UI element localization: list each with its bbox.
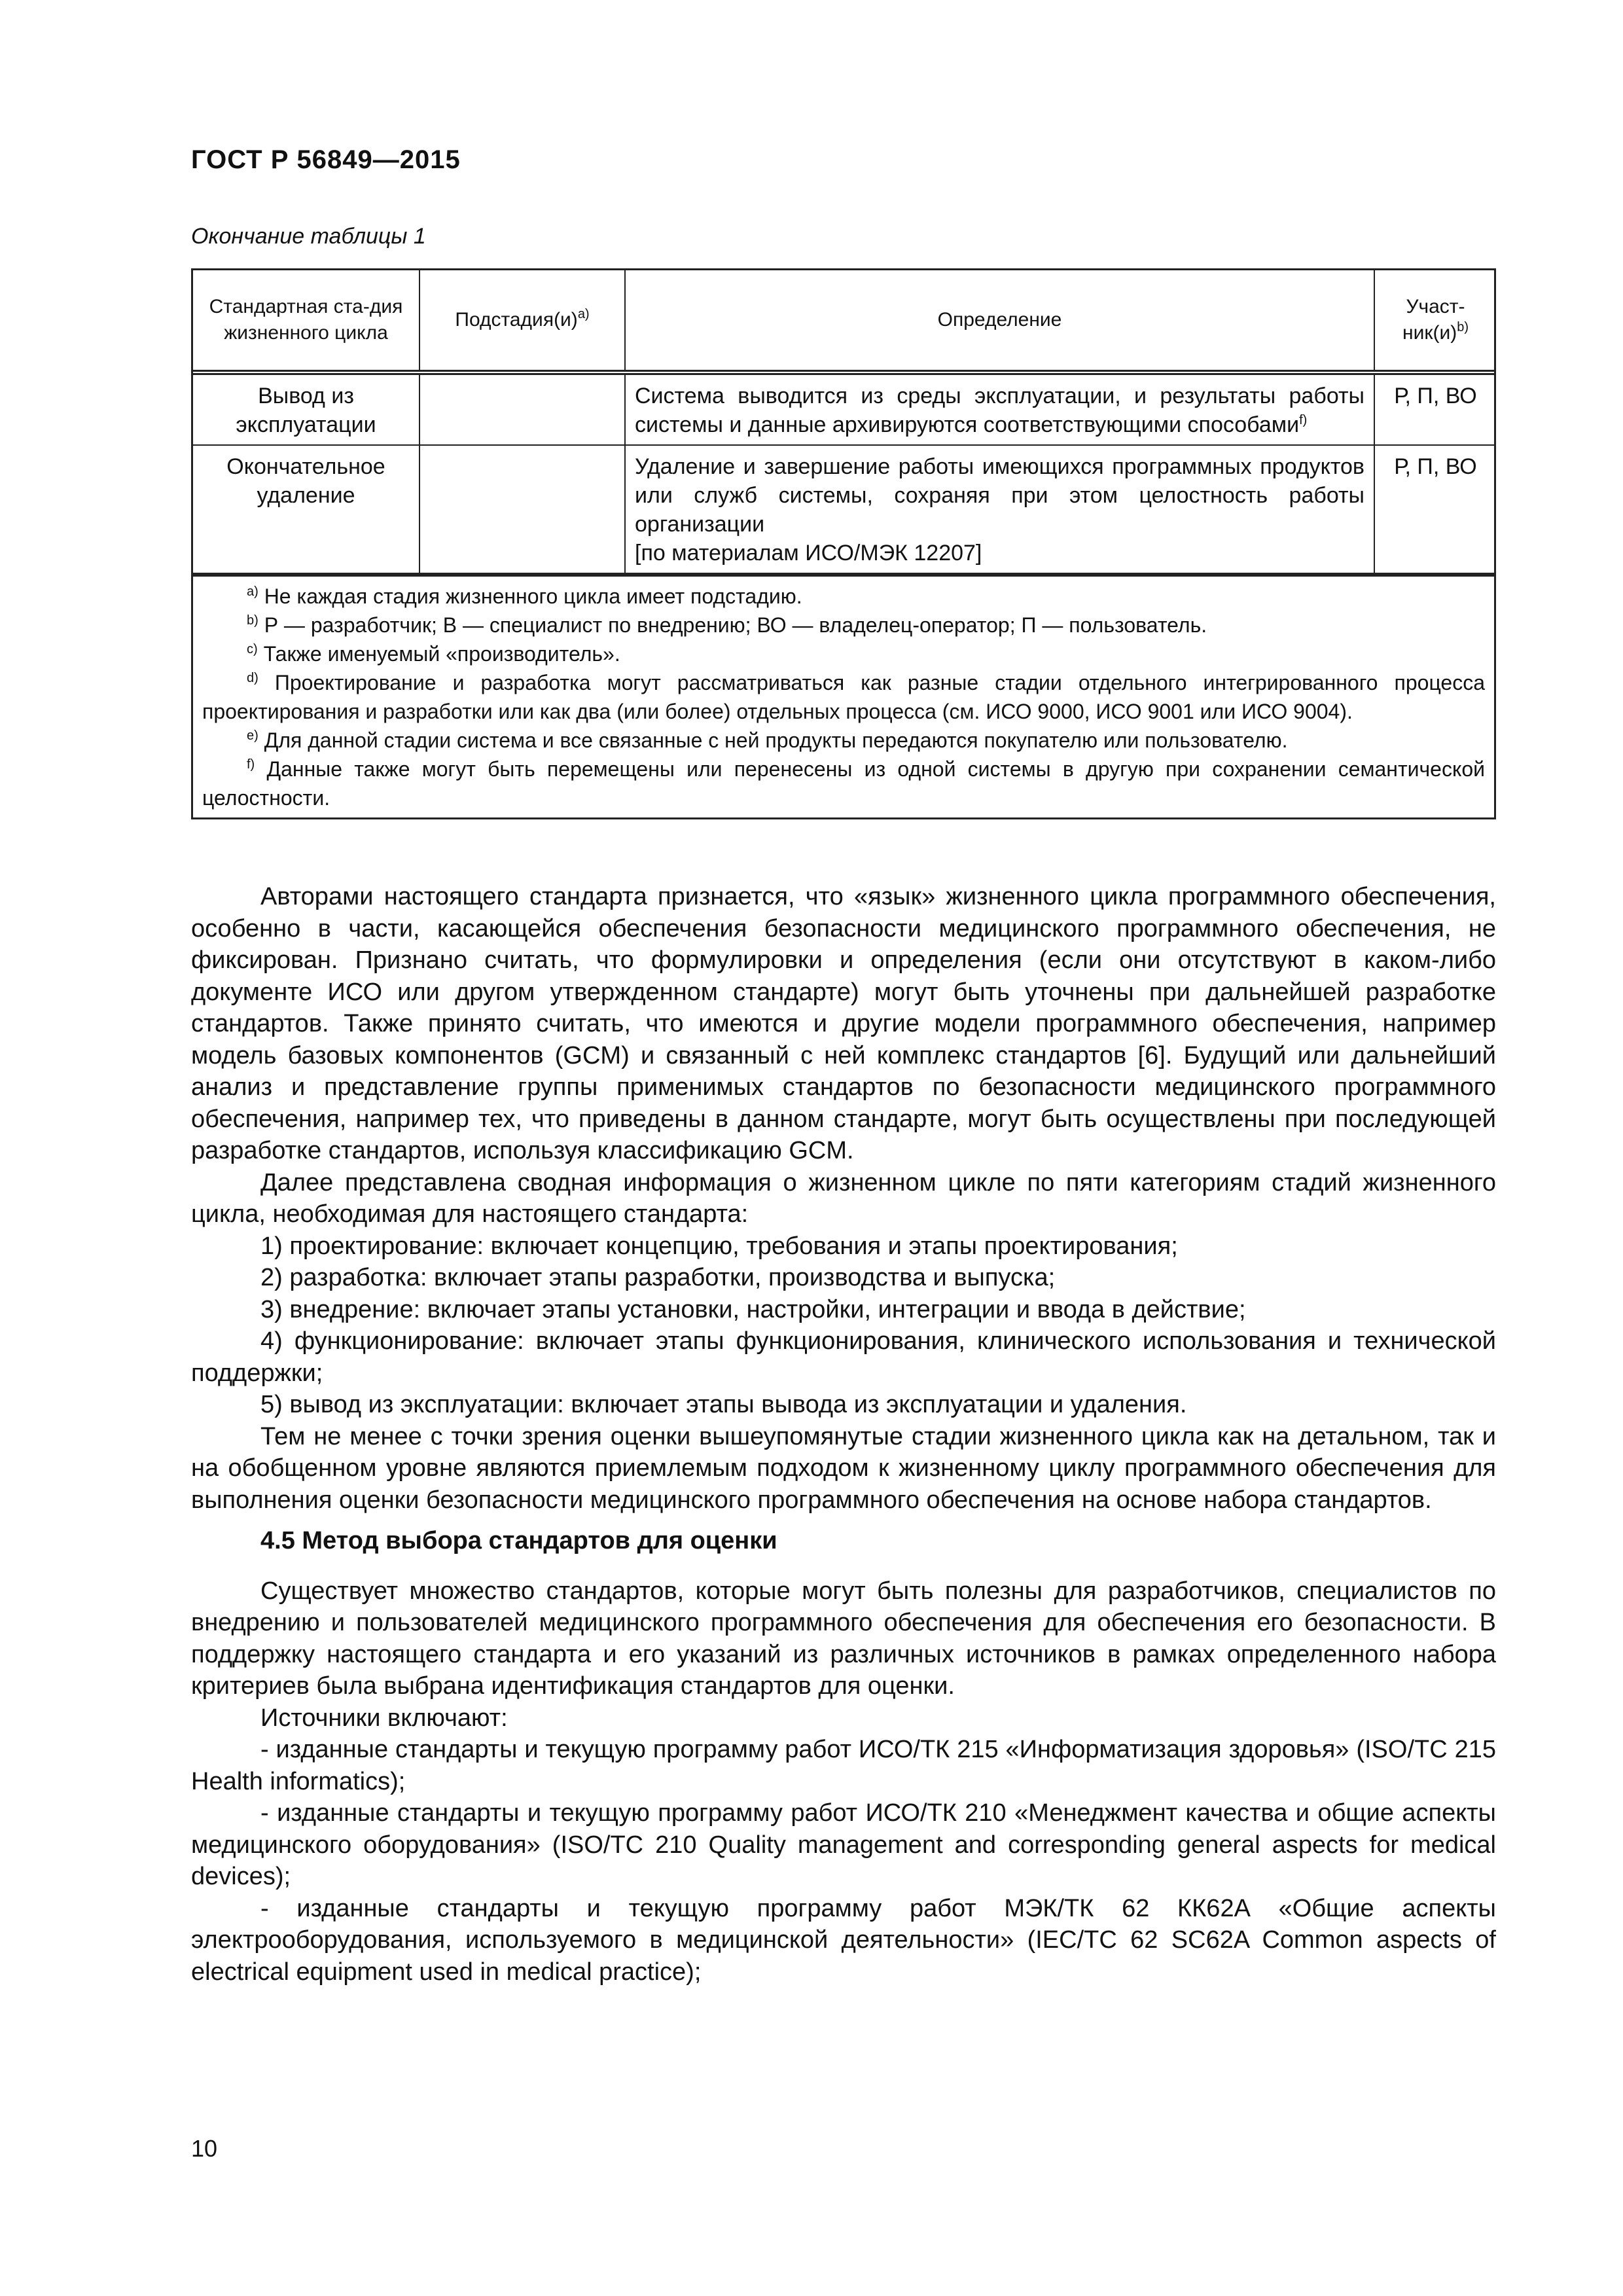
footnote-mark: d) [247,671,259,685]
list-item: 1) проектирование: включает концепцию, требования и этапы проектирования; [260,1232,1178,1260]
table-cell-stage: Вывод из эксплуатации [193,372,419,445]
footnote-text: Р — разработчик; В — специалист по внедрению; ВО — владелец-оператор; П — пользователь. [264,613,1207,637]
list-item: 2) разработка: включает этапы разработки, производства и выпуска; [260,1264,1056,1291]
table-row [193,445,1496,573]
footnote-mark: a) [247,584,259,599]
paragraph: Далее представлена сводная информация о жизненном цикле по пяти категориям стадий жизненного цикла, необходимая для настоящего стандарта: [191,1168,1496,1228]
footnote-mark: c) [247,642,258,656]
table-row [193,372,1496,445]
column-header-definition: Определение [625,270,1374,372]
list-item: 5) вывод из эксплуатации: включает этапы вывода из эксплуатации и удаления. [260,1391,1187,1418]
footnote-text: Также именуемый «производитель». [263,642,620,666]
footnote-text: Проектирование и разработка могут рассматриваться как разные стадии отдельного интегрированного процесса проектирования и разработки или как два (или более) отдельных процесса (см. ИСО 9000, ИСО 9001 или ИСО 9004). [202,671,1486,723]
footnote [202,611,1485,639]
section-title: 4.5 Метод выбора стандартов для оценки [260,1527,777,1554]
definition-text: Удаление и завершение работы имеющихся программных продуктов или служб системы, сохраняя при этом целостность работы организации [635,454,1364,537]
table-cell-definition [625,372,1374,445]
table-cell-participants: Р, П, ВО [1374,372,1496,445]
footnote-ref: a) [577,307,590,321]
table-cell-substage [419,445,625,573]
footnote-ref: b) [1457,320,1469,334]
column-header-participants-label: Участ-ник(и) [1402,296,1465,344]
table-cell-substage [419,372,625,445]
list-item: 3) внедрение: включает этапы установки, настройки, интеграции и ввода в действие; [260,1295,1246,1323]
paragraph: Тем не менее с точки зрения оценки вышеупомянутые стадии жизненного цикла как на детальном, так и на обобщенном уровне являются приемлемым подходом к жизненному циклу программного обеспечения для выполнения оценки безопасности медицинского программного обеспечения на основе набора стандартов. [191,1422,1496,1514]
column-header-substage [419,270,625,372]
lifecycle-table [191,268,1496,819]
paragraph: Авторами настоящего стандарта признается, что «язык» жизненного цикла программного обеспечения, особенно в части, касающейся обеспечения безопасности медицинского программного обеспечения, не фиксирован. Признано считать, что формулировки и определения (если они отсутствуют в каком-либо документе ИСО или другом утвержденном стандарте) могут быть уточнены при дальнейшей разработке стандартов. Также принято считать, что имеются и другие модели программного обеспечения, например модель базовых компонентов (GCM) и связанный с ней комплекс стандартов [6]. Будущий или дальнейший анализ и представление группы применимых стандартов по безопасности медицинского программного обеспечения, например тех, что приведены в данном стандарте, могут быть осуществлены при последующей разработке стандартов, используя классификацию GCM. [191,883,1496,1164]
table-footnotes [193,574,1494,817]
footnote [202,755,1485,812]
list-item: - изданные стандарты и текущую программу работ ИСО/ТК 215 «Информатизация здоровья» (ISO/TC 215 Health informatics); [191,1736,1496,1795]
footnote-ref: f) [1299,413,1308,427]
footnote-text: Не каждая стадия жизненного цикла имеет подстадию. [264,584,802,608]
list-item: - изданные стандарты и текущую программу работ ИСО/ТК 210 «Менеджмент качества и общие аспекты медицинского оборудования» (ISO/TC 210 Quality management and corresponding general aspects for medical devices); [191,1799,1496,1890]
list-item: - изданные стандарты и текущую программу работ МЭК/ТК 62 КК62А «Общие аспекты электрооборудования, используемого в медицинской деятельности» (IEC/TC 62 SC62A Common aspects of electrical equipment used in medical practice); [191,1894,1496,1986]
table-header-row [193,270,1496,372]
definition-source: [по материалам ИСО/МЭК 12207] [635,541,982,565]
table-caption: Окончание таблицы 1 [191,224,426,249]
list-item: 4) функционирование: включает этапы функционирования, клинического использования и технической поддержки; [191,1327,1496,1387]
paragraph: Источники включают: [260,1704,508,1732]
document-header: ГОСТ Р 56849—2015 [191,145,461,174]
footnote-text: Данные также могут быть перемещены или перенесены из одной системы в другую при сохранении семантической целостности. [202,757,1486,810]
column-header-substage-label: Подстадия(и) [455,309,578,331]
footnote [202,726,1485,755]
table-cell-participants: Р, П, ВО [1374,445,1496,573]
column-header-stage: Стандартная ста-дия жизненного цикла [193,270,419,372]
footnote [202,639,1485,668]
body-text [191,881,1496,1988]
footnote-mark: e) [247,728,259,743]
footnote-text: Для данной стадии система и все связанные с ней продукты передаются покупателю или пользователю. [264,728,1288,752]
footnote [202,582,1485,611]
footnote [202,668,1485,726]
page-number: 10 [191,2135,218,2162]
paragraph: Существует множество стандартов, которые могут быть полезны для разработчиков, специалистов по внедрению и пользователей медицинского программного обеспечения для обеспечения его безопасности. В поддержку настоящего стандарта и его указаний из различных источников в рамках определенного набора критериев была выбрана идентификация стандартов для оценки. [191,1577,1496,1700]
column-header-participants [1374,270,1496,372]
footnote-mark: b) [247,613,259,628]
table-cell-definition [625,445,1374,573]
footnote-mark: f) [247,757,255,772]
definition-text: Система выводится из среды эксплуатации, и результаты работы системы и данные архивируются соответствующими способами [635,384,1364,437]
table-cell-stage: Окончательное удаление [193,445,419,573]
